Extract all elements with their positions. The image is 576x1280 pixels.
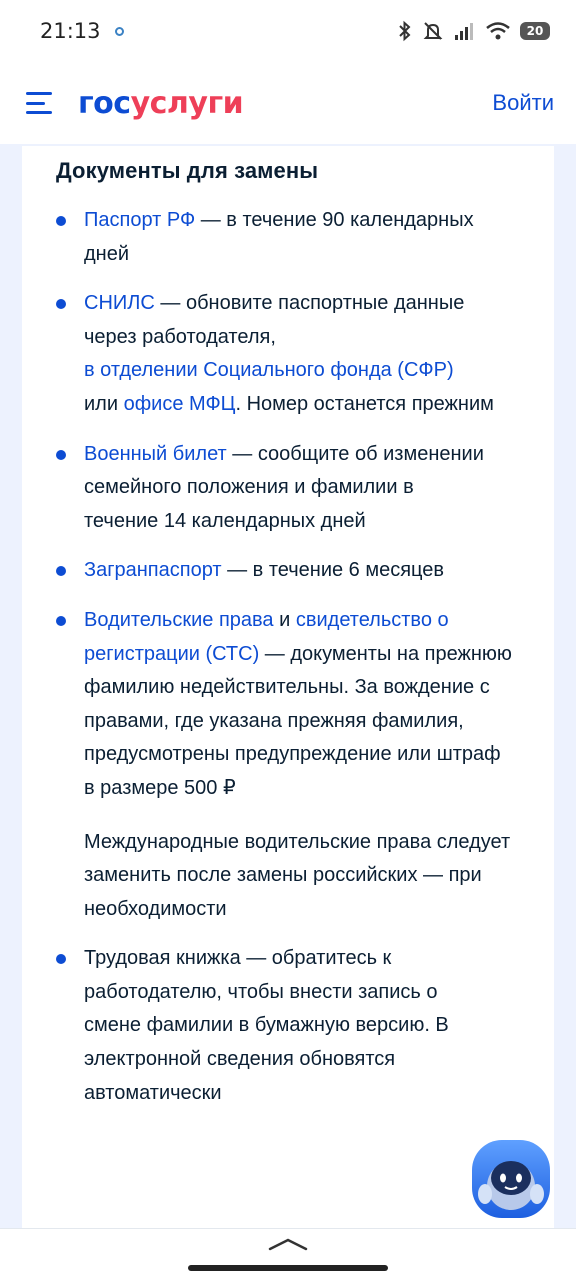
military-id-link[interactable]: Военный билет <box>84 442 227 465</box>
snils-tail-text: . Номер останется прежним <box>235 392 494 415</box>
gosuslugi-logo[interactable] <box>78 86 243 121</box>
military-id-text: — сообщите об изменении семейного положения и фамилии в течение 14 календарных дней <box>84 442 484 532</box>
login-link[interactable]: Войти <box>492 90 554 115</box>
mfc-office-link[interactable]: офисе МФЦ <box>123 392 236 415</box>
bluetooth-icon <box>398 20 412 42</box>
list-item-passport <box>56 204 496 271</box>
driver-license-text: — документы на прежнюю фамилию недействительны. За вождение с правами, где указана прежняя фамилия, предусмотрены предупреждение или штраф в размере 500 ₽ <box>84 642 512 799</box>
chevron-up-icon[interactable] <box>268 1237 308 1251</box>
wifi-icon <box>486 21 510 41</box>
snils-or-text: или <box>84 392 124 415</box>
list-item-driver-license <box>56 604 516 926</box>
mute-icon <box>422 20 444 42</box>
header-left <box>26 86 243 121</box>
passport-link[interactable]: Паспорт РФ <box>84 209 196 231</box>
notification-dot-icon <box>115 27 124 36</box>
list-item-foreign-passport <box>56 554 496 588</box>
status-bar <box>0 0 576 62</box>
work-book-text: Трудовая книжка — обратитесь к работодателю, чтобы внести запись о смене фамилии в бумажную версию. В электронной сведения обновятся автоматически <box>84 947 449 1104</box>
home-gesture-handle[interactable] <box>188 1265 388 1271</box>
section-title: Документы для замены <box>56 158 319 183</box>
robot-icon <box>470 1136 552 1222</box>
foreign-passport-text: — в течение 6 месяцев <box>221 559 445 582</box>
content-card <box>22 146 554 1228</box>
list-item-military-id <box>56 438 486 539</box>
sfr-office-link[interactable]: в отделении Социального фонда (СФР) <box>84 359 454 382</box>
documents-list <box>56 204 554 1110</box>
foreign-passport-link[interactable]: Загранпаспорт <box>84 559 222 582</box>
status-icons <box>398 20 550 42</box>
assistant-robot-button[interactable] <box>470 1136 552 1222</box>
status-time: 21:13 <box>40 19 101 43</box>
snils-link[interactable]: СНИЛС <box>84 292 155 315</box>
international-license-text: Международные водительские права следует заменить после замены российских — при необходимости <box>84 830 511 920</box>
signal-icon <box>454 21 476 41</box>
battery-icon: 20 <box>520 22 550 40</box>
logo-part-uslugi: услуги <box>130 85 244 121</box>
driver-license-link[interactable]: Водительские права <box>84 608 274 631</box>
status-left <box>40 19 124 43</box>
passport-text: — в течение 90 календарных дней <box>84 209 474 265</box>
snils-text: — обновите паспортные данные через работодателя, <box>84 292 465 348</box>
logo-part-gos: гос <box>78 85 131 121</box>
list-item-snils <box>56 287 496 421</box>
menu-icon[interactable] <box>26 92 52 114</box>
list-item-work-book <box>56 942 476 1110</box>
app-header <box>0 62 576 144</box>
driver-license-and: и <box>273 608 296 631</box>
bottom-navigation-bar <box>0 1228 576 1280</box>
sts-link[interactable]: свидетельство о регистрации (СТС) <box>84 608 449 665</box>
